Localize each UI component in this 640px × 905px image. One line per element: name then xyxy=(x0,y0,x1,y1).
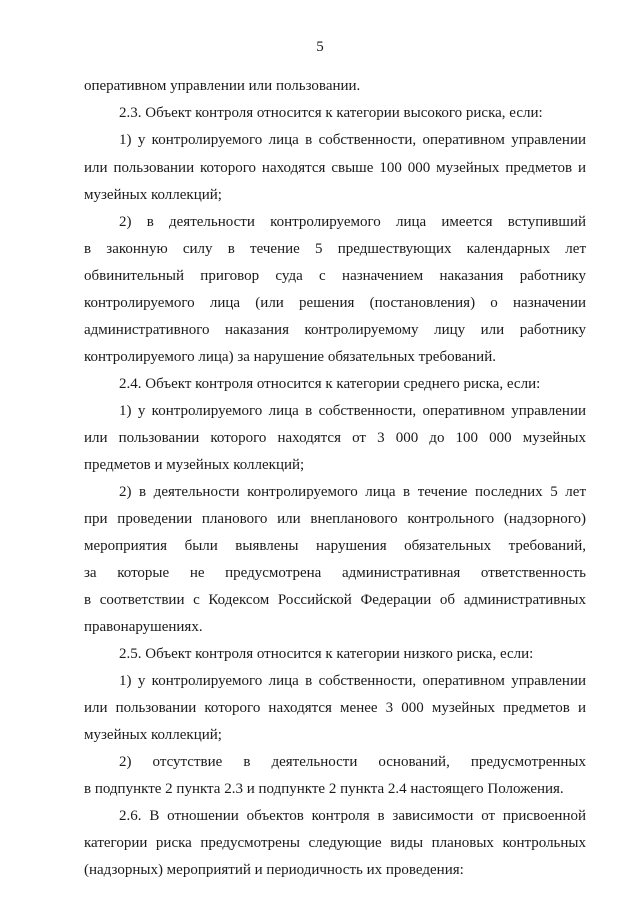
section-heading: 2.6. В отношении объектов контроля в зависимости от присвоенной xyxy=(119,808,586,824)
text-line: категории риска предусмотрены следующие виды плановых контрольных xyxy=(84,835,586,851)
text-line: при проведении планового или внепланового контрольного (надзорного) xyxy=(84,511,586,527)
text-line: 2) в деятельности контролируемого лица имеется вступивший xyxy=(119,214,586,230)
text-line: или пользовании которого находятся от 3 000 до 100 000 музейных xyxy=(84,430,586,446)
section-heading: 2.5. Объект контроля относится к категории низкого риска, если: xyxy=(119,646,534,662)
text-line: музейных коллекций; xyxy=(84,187,222,203)
page-number: 5 xyxy=(316,39,324,55)
text-line: или пользовании которого находятся менее 3 000 музейных предметов и xyxy=(84,700,586,716)
text-line: административного наказания контролируемому лицу или работнику xyxy=(84,322,586,338)
text-line: или пользовании которого находятся свыше 100 000 музейных предметов и xyxy=(84,160,586,176)
text-line: оперативном управлении или пользовании. xyxy=(84,78,361,94)
section-heading: 2.3. Объект контроля относится к категории высокого риска, если: xyxy=(119,105,543,121)
text-line: 1) у контролируемого лица в собственности, оперативном управлении xyxy=(119,403,586,419)
text-line: в подпункте 2 пункта 2.3 и подпункте 2 пункта 2.4 настоящего Положения. xyxy=(84,781,564,797)
text-line: 1) у контролируемого лица в собственности, оперативном управлении xyxy=(119,673,586,689)
text-line: мероприятия были выявлены нарушения обязательных требований, xyxy=(84,538,586,554)
text-line: предметов и музейных коллекций; xyxy=(84,457,305,473)
text-line: музейных коллекций; xyxy=(84,727,222,743)
text-line: правонарушениях. xyxy=(84,619,203,635)
text-line: (надзорных) мероприятий и периодичность их проведения: xyxy=(84,862,464,878)
text-line: контролируемого лица) за нарушение обязательных требований. xyxy=(84,349,496,365)
text-line: контролируемого лица (или решения (постановления) о назначении xyxy=(84,295,586,311)
text-line: за которые не предусмотрена административная ответственность xyxy=(84,565,586,581)
text-line: 2) отсутствие в деятельности оснований, предусмотренных xyxy=(119,754,586,770)
text-line: 2) в деятельности контролируемого лица в течение последних 5 лет xyxy=(119,484,586,500)
text-line: в соответствии с Кодексом Российской Федерации об административных xyxy=(84,592,586,608)
text-line: 1) у контролируемого лица в собственности, оперативном управлении xyxy=(119,132,586,148)
text-line: в законную силу в течение 5 предшествующих календарных лет xyxy=(84,241,586,257)
section-heading: 2.4. Объект контроля относится к категории среднего риска, если: xyxy=(119,376,541,392)
text-line: обвинительный приговор суда с назначением наказания работнику xyxy=(84,268,586,284)
